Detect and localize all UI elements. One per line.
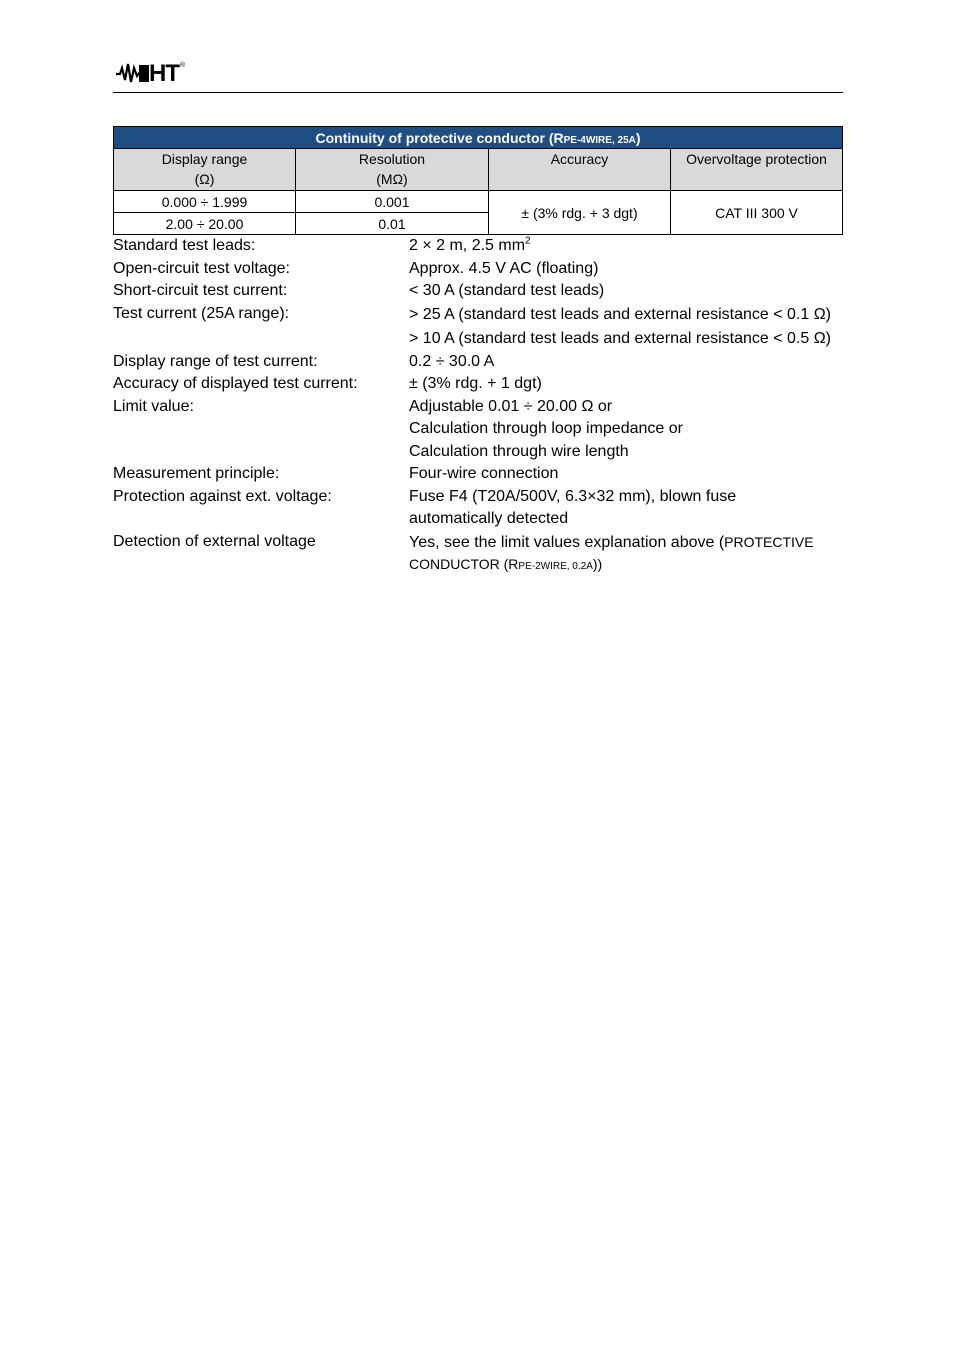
spec-label: Display range of test current: [113,352,318,370]
spec-value: Fuse F4 (T20A/500V, 6.3×32 mm), blown fuse automatically detected [409,487,737,527]
spec-value: 0.2 ÷ 30.0 A [409,352,495,370]
table-title-row [114,127,843,149]
table-row [114,191,843,213]
spec-row-ocv [113,258,843,281]
col-header-resolution: Resolution (MΩ) [296,149,489,191]
spec-label: Accuracy of displayed test current: [113,375,358,392]
col-header-accuracy: Accuracy [489,149,671,191]
spec-label: Limit value: [113,397,194,415]
spec-row-accuracy [113,373,843,396]
cell-accuracy: ± (3% rdg. + 3 dgt) [489,191,671,235]
spec-row-limit [113,396,843,464]
cell-resolution: 0.01 [296,213,489,235]
spec-row-protection [113,486,843,531]
col-header-overvoltage: Overvoltage protection [671,149,843,191]
spec-label: Open-circuit test voltage: [113,259,290,277]
spec-value: Approx. 4.5 V AC (floating) [409,259,599,277]
ht-brand-text: HT [149,60,179,87]
spec-row-scc [113,280,843,303]
spec-row-display-range [113,351,843,374]
spec-value: ± (3% rdg. + 1 dgt) [409,375,542,392]
registered-mark: ® [180,61,186,69]
spec-list [113,235,843,577]
spec-value: Four-wire connection [409,465,559,482]
continuity-spec-table [113,126,843,235]
spec-value: 2 × 2 m, 2.5 $mm^2$ [409,235,531,254]
cell-range: 0.000 ÷ 1.999 [114,191,296,213]
spec-label: Standard test leads: [113,237,256,254]
ht-wave-logo-icon [115,60,149,86]
spec-label: Short-circuit test current: [113,282,288,299]
spec-row-leads [113,235,843,258]
spec-label: Test current (25A range): [113,304,290,322]
cell-resolution: 0.001 [296,191,489,213]
spec-value: < 30 A (standard test leads) [409,282,605,299]
spec-value: Yes, see the limit values explanation above (PROTECTIVE CONDUCTOR (RPE-2WIRE, 0.2A)) [409,533,814,572]
table-header-row [114,149,843,191]
spec-row-test-current [113,303,843,351]
table-title: Continuity of protective conductor (RPE-4WIRE, 25A) [114,127,843,149]
cell-overvoltage: CAT III 300 V [671,191,843,235]
col-header-display-range: Display range (Ω) [114,149,296,191]
header-rule [113,92,843,93]
spec-value: > 25 A (standard test leads and external resistance < 0.1 Ω) > 10 A (standard test leads and external resistance < 0.5 Ω) [409,305,831,347]
spec-value: Adjustable 0.01 ÷ 20.00 Ω or Calculation through loop impedance or Calculation through wire length [409,397,683,460]
spec-row-principle [113,463,843,486]
spec-label: Protection against ext. voltage: [113,487,332,505]
spec-row-detection [113,531,843,578]
spec-label: Measurement principle: [113,465,280,482]
cell-range: 2.00 ÷ 20.00 [114,213,296,235]
spec-label: Detection of external voltage [113,532,316,550]
ht-logo [115,59,184,87]
